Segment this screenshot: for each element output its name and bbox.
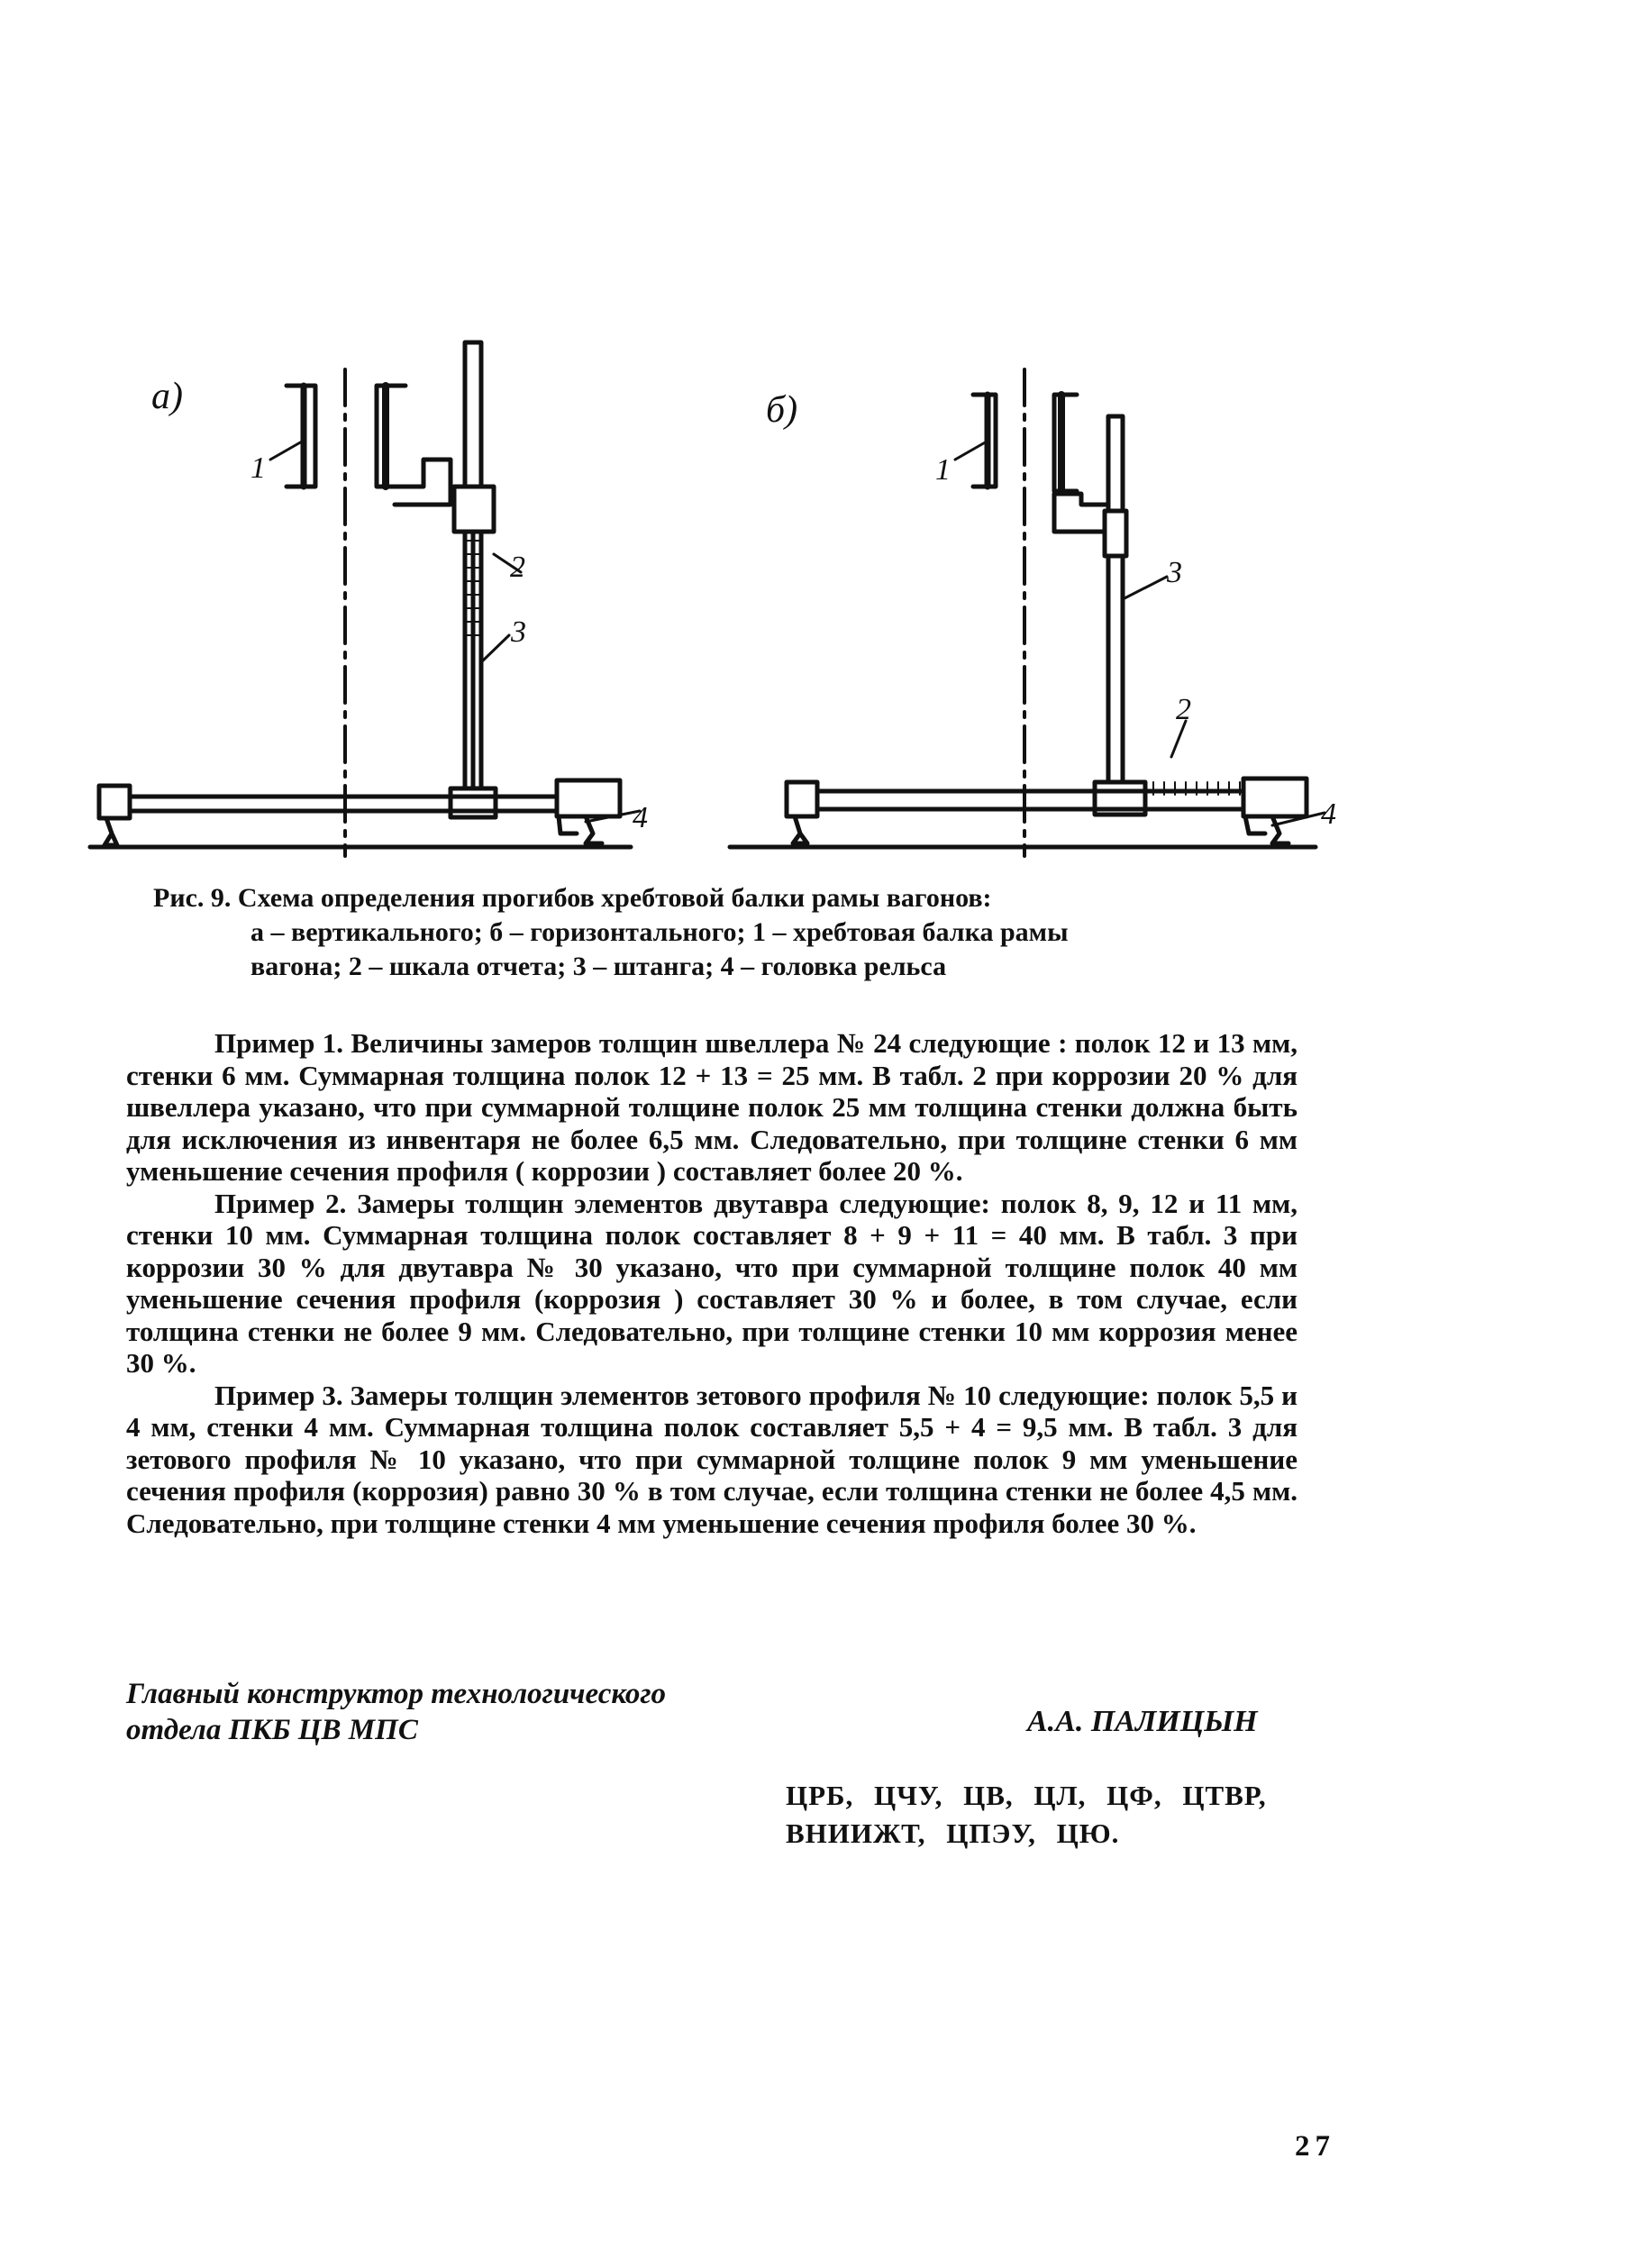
example-1-paragraph: Пример 1. Величины замеров толщин швеллера № 24 следующие : полок 12 и 13 мм, стенки 6 мм. Суммарная толщина полок 12 + 13 = 25 мм. В табл. 2 при коррозии 20 % для швеллера указано, что при суммарной толщине полок 25 мм толщина стенки должна быть для исключения из инвентаря не более 6,5 мм. Следовательно, при толщине стенки 6 мм уменьшение сечения профиля ( коррозии ) составляет более 20 %. xyxy=(126,1027,1298,1187)
callout-a-2: 2 xyxy=(510,551,525,584)
caption-line-3: вагона; 2 – шкала отчета; 3 – штанга; 4 – головка рельса xyxy=(250,952,947,981)
callout-a-1: 1 xyxy=(250,451,266,485)
callout-b-1: 1 xyxy=(935,453,951,487)
panel-b-label: б) xyxy=(766,389,798,431)
figure-9-diagram xyxy=(0,0,1639,901)
callout-b-4: 4 xyxy=(1321,797,1336,831)
caption-line-1: Рис. 9. Схема определения прогибов хребтовой балки рамы вагонов: xyxy=(153,883,992,913)
distribution-line-2: ВНИИЖТ, ЦПЭУ, ЦЮ. xyxy=(786,1817,1120,1849)
panel-b-horizontal xyxy=(730,369,1316,856)
panel-a-vertical xyxy=(90,342,631,856)
example-2-paragraph: Пример 2. Замеры толщин элементов двутавра следующие: полок 8, 9, 12 и 11 мм, стенки 10 мм. Суммарная толщина полок составляет 8 + 9 + 11 = 40 мм. В табл. 3 при коррозии 30 % для двутавра № 30 указано, что при суммарной толщине полок 40 мм уменьшение сечения профиля (коррозия ) составляет 30 % и более, в том случае, если толщина стенки не более 9 мм. Следовательно, при толщине стенки 10 мм коррозия менее 30 %. xyxy=(126,1187,1298,1379)
example-3-paragraph: Пример 3. Замеры толщин элементов зетового профиля № 10 следующие: полок 5,5 и 4 мм, стенки 4 мм. Суммарная толщина полок составляет 5,5 + 4 = 9,5 мм. В табл. 3 для зетового профиля № 10 указано, что при суммарной толщине полок 9 мм уменьшение сечения профиля (коррозия) равно 30 % в том случае, если толщина стенки не более 4,5 мм. Следовательно, при толщине стенки 4 мм уменьшение сечения профиля более 30 %. xyxy=(126,1379,1298,1539)
callout-b-3: 3 xyxy=(1167,556,1182,589)
caption-line-2: а – вертикального; б – горизонтального; 1 – хребтовая балка рамы xyxy=(250,917,1069,947)
panel-a-label: а) xyxy=(151,376,183,417)
callout-a-3: 3 xyxy=(511,615,526,649)
examples-text xyxy=(126,1027,1298,1539)
distribution-list xyxy=(786,1777,1267,1853)
signatory-title xyxy=(126,1676,666,1748)
signatory-title-line-1: Главный конструктор технологического xyxy=(126,1678,667,1710)
page-number: 27 xyxy=(1295,2130,1335,2163)
callout-b-2: 2 xyxy=(1176,693,1191,726)
distribution-line-1: ЦРБ, ЦЧУ, ЦВ, ЦЛ, ЦФ, ЦТВР, xyxy=(786,1780,1267,1811)
callout-a-4: 4 xyxy=(633,801,648,834)
signatory-title-line-2: отдела ПКБ ЦВ МПС xyxy=(126,1714,418,1746)
figure-caption xyxy=(153,881,1307,984)
signatory-name: А.А. ПАЛИЦЫН xyxy=(1027,1705,1258,1738)
